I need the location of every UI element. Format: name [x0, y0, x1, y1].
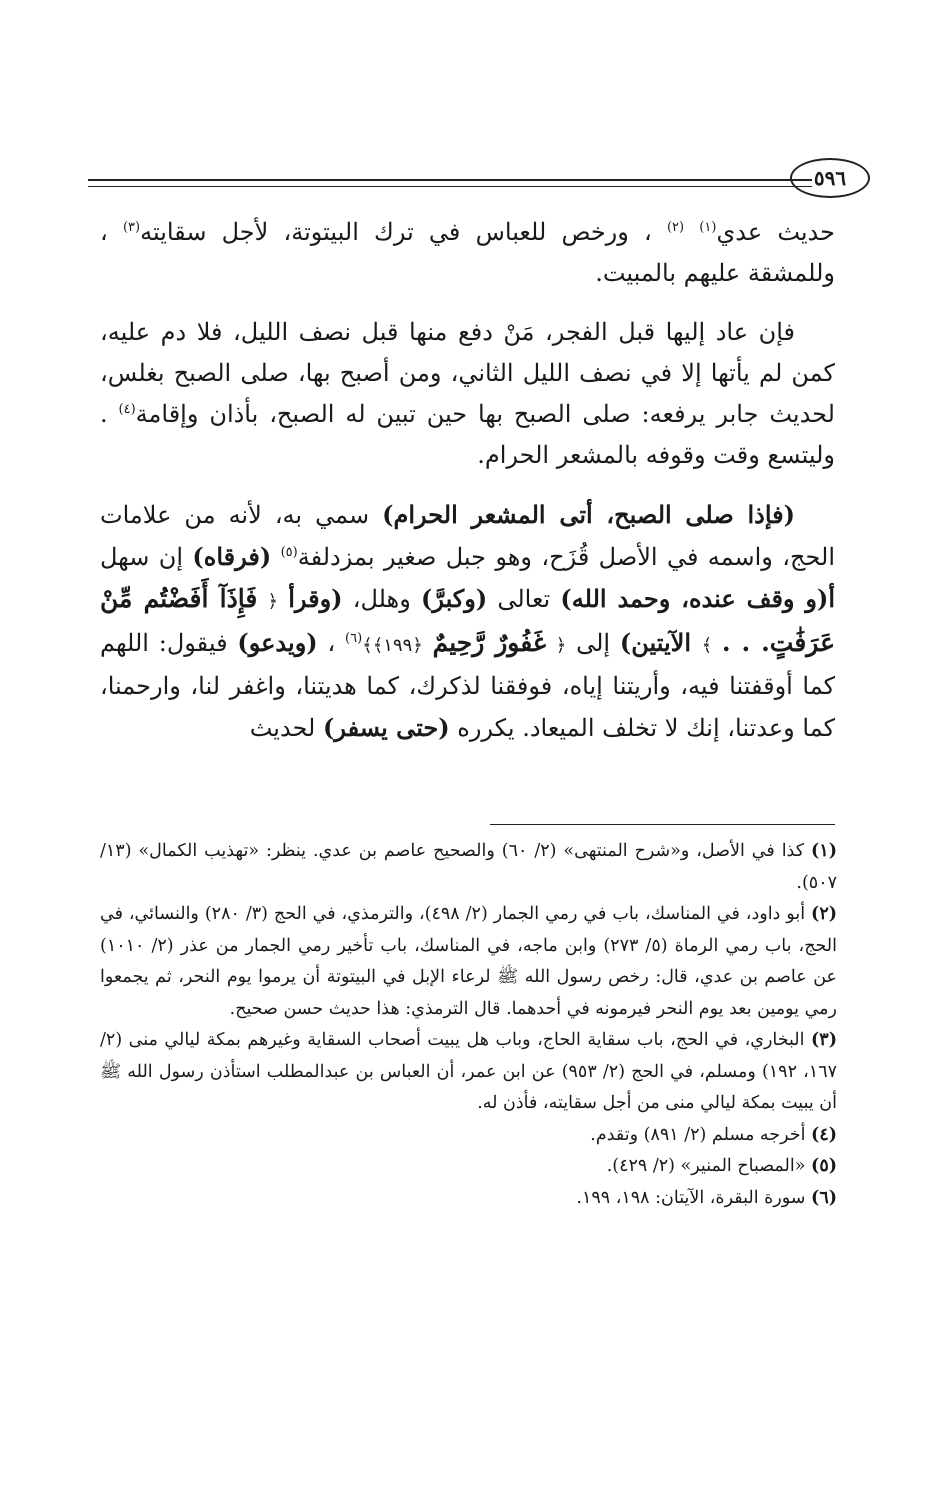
text-run: تعالى	[487, 585, 561, 613]
text-run: . وليتسع وقت وقوفه بالمشعر الحرام.	[100, 400, 835, 469]
matn-text: (وكبرَّ)	[420, 584, 488, 613]
text-run: سمي به، لأنه من علامات الحج، واسمه في الأصل قُزَح، وهو جبل صغير بمزدلفة	[100, 501, 835, 571]
footnote-number: (٥)	[811, 1156, 837, 1176]
footnote-ref: (٢)	[666, 220, 685, 235]
text-run: فيقول: اللهم كما أوقفتنا فيه، وأريتنا إياه، فوفقنا لذكرك، كما هديتنا، واغفر لنا، وارحمنا، كما وعدتنا، إنك لا تخلف الميعاد. يكرره	[100, 629, 835, 742]
quran-verse: غَفُورٌ رَّحِيمٌ	[432, 628, 546, 657]
footnote-ref: (٦)	[345, 631, 363, 646]
footnote-text: سورة البقرة، الآيتان: ١٩٨، ١٩٩.	[576, 1187, 806, 1208]
footnote-ref: (٣)	[122, 220, 141, 235]
footnote-number: (٢)	[811, 904, 838, 924]
matn-text: أ(و وقف عنده، وحمد الله)	[560, 584, 836, 613]
footnote-number: (١)	[811, 841, 837, 861]
quran-verse: فَإِذَآ أَفَضْتُم مِّنْ عَرَفَٰتٍ. . .	[100, 584, 835, 657]
matn-text: (فرقاه)	[192, 542, 272, 571]
text-run	[271, 543, 280, 571]
header-rule-thick	[88, 179, 812, 181]
text-run: إلى	[566, 629, 620, 657]
page-header	[88, 158, 870, 208]
text-run: ،	[317, 629, 346, 657]
header-rule-thin	[88, 186, 812, 187]
quran-bracket: ﴾	[701, 635, 713, 656]
text-run: ، ورخص للعباس في ترك البيتوتة، لأجل سقايته	[140, 218, 652, 246]
matn-text: (ويدعو)	[237, 628, 318, 657]
footnote	[100, 836, 837, 899]
quran-bracket: ﴿	[555, 635, 567, 656]
text-run: فإن عاد إليها قبل الفجر، مَنْ دفع منها قبل نصف الليل، فلا دم عليه، كمن لم يأتها إلا في نصف الليل الثاني، ومن أصبح بها، صلى الصبح بغلس، لحديث جابر يرفعه: صلى الصبح بها حين تبين له الصبح، بأذان وإقامة	[100, 318, 835, 428]
verse-number: ﴿١٩٩﴾	[372, 635, 423, 656]
quran-bracket: ﴾	[362, 635, 373, 656]
paragraph-1	[100, 212, 835, 294]
footnote	[100, 899, 837, 1025]
text-run: ، وللمشقة عليهم بالمبيت.	[100, 218, 835, 287]
footnote	[100, 1151, 837, 1183]
main-text	[100, 212, 835, 749]
footnote-number: (٦)	[811, 1187, 837, 1208]
footnote-number: (٤)	[811, 1124, 837, 1145]
matn-text: (وقرأ	[288, 584, 343, 613]
footnote	[100, 1120, 837, 1152]
footnote-ref: (١)	[699, 220, 717, 235]
matn-text: (حتى يسفر)	[323, 713, 450, 742]
footnote-text: أبو داود، في المناسك، باب في رمي الجمار (٢/ ٤٩٨)، والترمذي، في الحج (٣/ ٢٨٠) والنسائي، في الحج، باب رمي الرماة (٥/ ٢٧٣) وابن ماجه، في المناسك، باب تأخير رمي الجمار من عذر (٢/ ١٠١٠) عن عاصم بن عدي، قال: رخص رسول الله ﷺ لرعاء الإبل في البيتوتة أن يرموا يوم النحر، ثم يجمعوا رمي يومين بعد يوم النحر فيرمونه في أحدهما. قال الترمذي: هذا حديث حسن صحيح.	[100, 904, 837, 1019]
quran-bracket: ﴿	[267, 591, 279, 612]
footnote-text: كذا في الأصل، و«شرح المنتهى» (٢/ ٦٠) والصحيح عاصم بن عدي. ينظر: «تهذيب الكمال» (١٣/ ٥٠٧).	[100, 841, 837, 893]
paragraph-2	[100, 312, 835, 476]
footnote-number: (٣)	[811, 1030, 837, 1050]
footnote-ref: (٥)	[280, 545, 298, 560]
matn-text: الآيتين)	[619, 628, 702, 657]
paragraph-3	[100, 494, 835, 749]
footnotes	[100, 836, 837, 1214]
footnote-text: أخرجه مسلم (٢/ ٨٩١) وتقدم.	[590, 1124, 806, 1145]
footnote-ref: (٤)	[118, 402, 136, 417]
footnote	[100, 1025, 837, 1120]
footnote-text: «المصباح المنير» (٢/ ٤٢٩).	[606, 1156, 806, 1176]
footnote-separator	[490, 824, 835, 825]
page-number: ٥٩٦	[790, 158, 870, 198]
text-run: إن سهل	[100, 543, 193, 571]
text-run: لحديث	[249, 714, 323, 742]
text-run: حديث عدي	[716, 218, 835, 246]
matn-text: (فإذا صلى الصبح، أتى المشعر الحرام)	[382, 500, 795, 529]
text-run: وهلل،	[342, 585, 421, 613]
footnote	[100, 1183, 837, 1215]
footnote-text: البخاري، في الحج، باب سقاية الحاج، وباب هل يبيت أصحاب السقاية وغيرهم بمكة ليالي منى (٢/ ١٦٧، ١٩٢) ومسلم، في الحج (٢/ ٩٥٣) عن ابن عمر، أن العباس بن عبدالمطلب استأذن رسول الله ﷺ أن يبيت بمكة ليالي منى من أجل سقايته، فأذن له.	[100, 1030, 837, 1113]
